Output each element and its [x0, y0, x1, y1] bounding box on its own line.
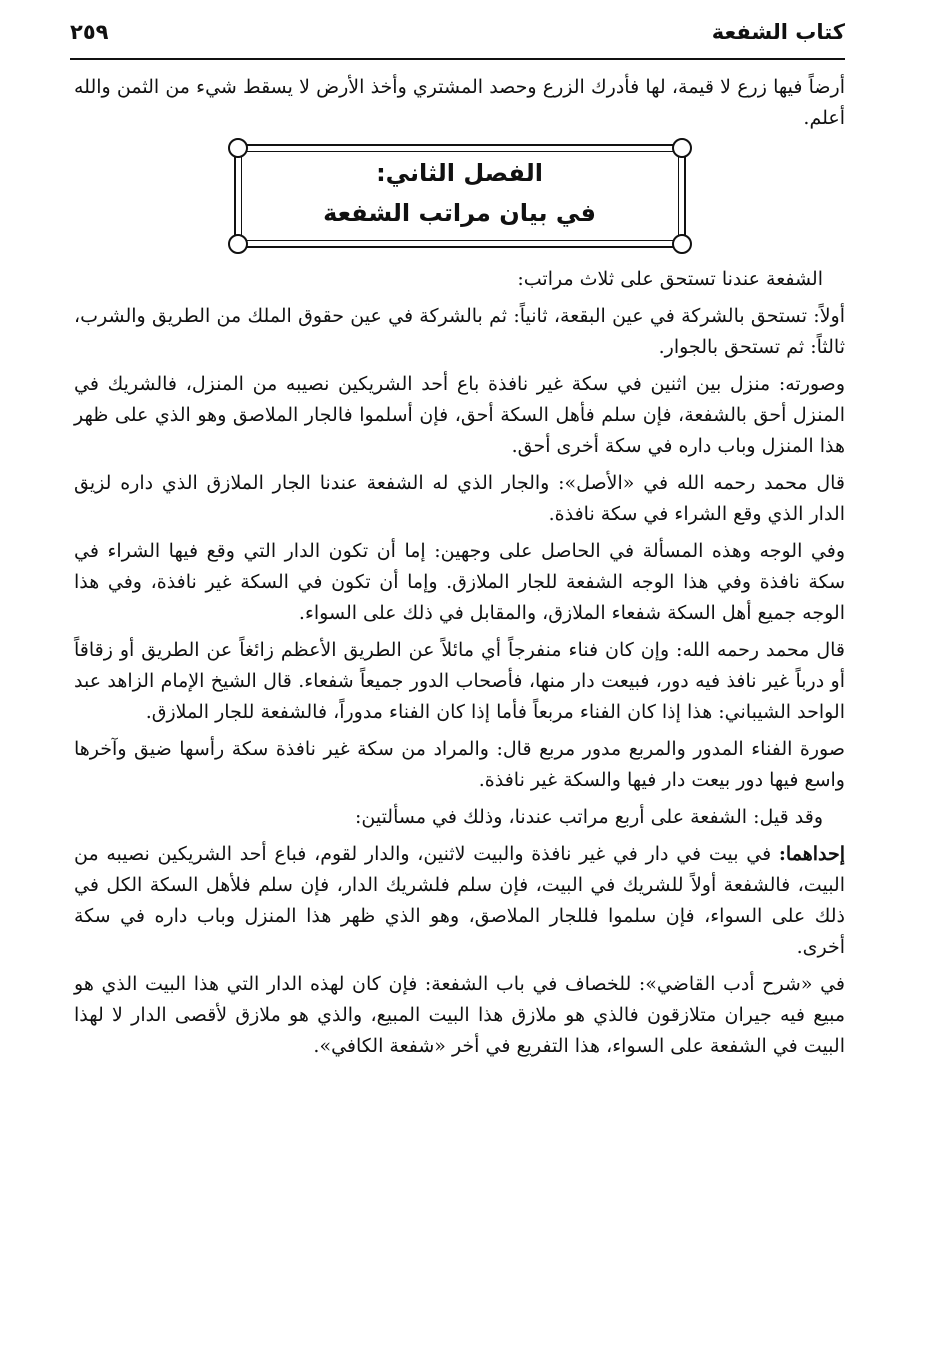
box-corner-ornament [228, 234, 248, 254]
paragraph: في «شرح أدب القاضي»: للخصاف في باب الشفعة: فإن كان لهذه الدار التي هذا البيت الذي هو مبيع فيه جيران متلازقون فالذي هو ملازق هذا البيت المبيع، والذي هو ملازق لأقصى الدار لا لهذا البيت في الشفعة على السواء، هذا التفريع في أخر «شفعة الكافي». [74, 973, 845, 1057]
paragraph: قال محمد رحمه الله: وإن كان فناء منفرجاً أي مائلاً عن الطريق الأعظم زائغاً عن الطريق أو زقاقاً أو درباً غير نافذ فيه دور، فبيعت دار منها، فأصحاب الدور جميعاً شفعاء. قال الشيخ الإمام الزاهد عبد الواحد الشيباني: هذا إذا كان الفناء مربعاً فأما إذا كان الفناء مدوراً، فالشفعة للجار الملازق. [74, 639, 845, 723]
paragraph: قال محمد رحمه الله في «الأصل»: والجار الذي له الشفعة عندنا الجار الملازق الذي داره لزيق الدار الذي وقع الشراء في سكة نافذة. [74, 472, 845, 525]
page-body [74, 72, 845, 1068]
section-heading-box [234, 144, 686, 248]
box-corner-ornament [672, 138, 692, 158]
first-case-label: إحداهما: [778, 843, 845, 865]
paragraph: أولاً: تستحق بالشركة في عين البقعة، ثانياً: ثم بالشركة في عين حقوق الملك من الطريق والشرب، ثالثاً: ثم تستحق بالجوار. [74, 305, 845, 358]
page-header [70, 14, 845, 54]
paragraph: وصورته: منزل بين اثنين في سكة غير نافذة باع أحد الشريكين نصيبه من المنزل، فالشريك في المنزل أحق بالشفعة، فإن سلم فأهل السكة أحق، فإن أسلموا فالجار الملاصق وهو الذي على ظهر هذا المنزل وباب داره في سكة أخرى أحق. [74, 373, 845, 457]
paragraph: صورة الفناء المدور والمربع مدور مربع قال: والمراد من سكة غير نافذة سكة رأسها ضيق وآخرها واسع فيها دور بيعت دار فيها والسكة غير نافذة. [74, 738, 845, 791]
section-title-line1: الفصل الثاني: [376, 159, 543, 187]
first-case-paragraph [74, 839, 845, 963]
header-divider [70, 58, 845, 60]
box-corner-ornament [672, 234, 692, 254]
paragraph: الشفعة عندنا تستحق على ثلاث مراتب: [517, 268, 823, 290]
box-corner-ornament [228, 138, 248, 158]
first-case-text: في بيت في دار في غير نافذة والبيت لاثنين، والدار لقوم، فباع أحد الشريكين نصيبه من البيت، فالشفعة أولاً للشريك في البيت، فإن سلم فلشريك الدار، فإن سلم فلأهل السكة الكل في ذلك على السواء، فإن سلموا فللجار الملاصق، وهو الذي ظهر هذا المنزل وباب داره في سكة أخرى. [74, 843, 845, 958]
chapter-title: كتاب الشفعة [711, 20, 845, 44]
intro-paragraph: أرضاً فيها زرع لا قيمة، لها فأدرك الزرع وحصد المشتري وأخذ الأرض لا يسقط شيء من الثمن والله أعلم. [74, 76, 845, 129]
paragraph: وفي الوجه وهذه المسألة في الحاصل على وجهين: إما أن تكون الدار التي وقع فيها الشراء في سكة نافذة وفي هذا الوجه الشفعة للجار الملازق. وإما أن تكون في السكة غير نافذة، وفي هذا الوجه جميع أهل السكة شفعاء الملازق، والمقابل في ذلك على السواء. [74, 540, 845, 624]
paragraph: وقد قيل: الشفعة على أربع مراتب عندنا، وذلك في مسألتين: [354, 806, 823, 828]
page-number: ٢٥٩ [70, 20, 109, 44]
section-title-line2: في بيان مراتب الشفعة [323, 199, 596, 227]
